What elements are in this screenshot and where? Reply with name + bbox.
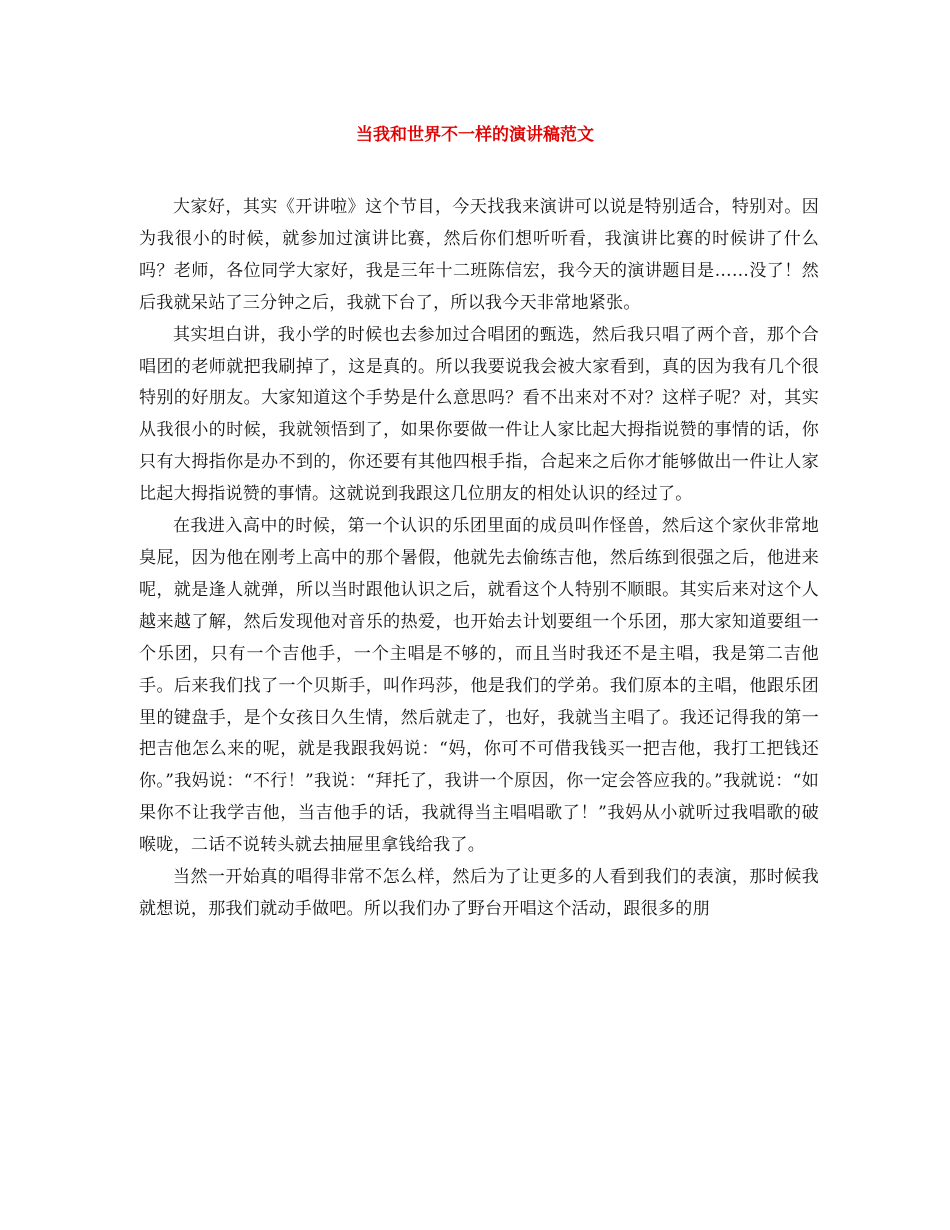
document-body [139, 192, 819, 926]
paragraph: 其实坦白讲，我小学的时候也去参加过合唱团的甄选，然后我只唱了两个音，那个合唱团的老师就把我刷掉了，这是真的。所以我要说我会被大家看到，真的因为我有几个很特别的好朋友。大家知道这个手势是什么意思吗？看不出来对不对？这样子呢？对，其实从我很小的时候，我就领悟到了，如果你要做一件让人家比起大拇指说赞的事情的话，你只有大拇指你是办不到的，你还要有其他四根手指，合起来之后你才能够做出一件让人家比起大拇指说赞的事情。这就说到我跟这几位朋友的相处认识的经过了。 [139, 324, 819, 505]
paragraph: 当然一开始真的唱得非常不怎么样，然后为了让更多的人看到我们的表演，那时候我就想说，那我们就动手做吧。所以我们办了野台开唱这个活动，跟很多的朋 [139, 867, 819, 919]
paragraph: 在我进入高中的时候，第一个认识的乐团里面的成员叫作怪兽，然后这个家伙非常地臭屁，因为他在刚考上高中的那个暑假，他就先去偷练吉他，然后练到很强之后，他进来呢，就是逢人就弹，所以当时跟他认识之后，就看这个人特别不顺眼。其实后来对这个人越来越了解，然后发现他对音乐的热爱，也开始去计划要组一个乐团，那大家知道要组一个乐团，只有一个吉他手，一个主唱是不够的，而且当时我还不是主唱，我是第二吉他手。后来我们找了一个贝斯手，叫作玛莎，他是我们的学弟。我们原本的主唱，他跟乐团里的键盘手，是个女孩日久生情，然后就走了，也好，我就当主唱了。我还记得我的第一把吉他怎么来的呢，就是我跟我妈说：“妈，你可不可借我钱买一把吉他，我打工把钱还你。”我妈说：“不行！”我说：“拜托了，我讲一个原因，你一定会答应我的。”我就说：“如果你不让我学吉他，当吉他手的话，我就得当主唱唱歌了！”我妈从小就听过我唱歌的破喉咙，二话不说转头就去抽屉里拿钱给我了。 [139, 516, 819, 856]
paragraph: 大家好，其实《开讲啦》这个节目，今天找我来演讲可以说是特别适合，特别对。因为我很小的时候，就参加过演讲比赛，然后你们想听听看，我演讲比赛的时候讲了什么吗？老师，各位同学大家好，我是三年十二班陈信宏，我今天的演讲题目是……没了！然后我就呆站了三分钟之后，我就下台了，所以我今天非常地紧张。 [139, 197, 819, 313]
document-title: 当我和世界不一样的演讲稿范文 [356, 125, 594, 145]
